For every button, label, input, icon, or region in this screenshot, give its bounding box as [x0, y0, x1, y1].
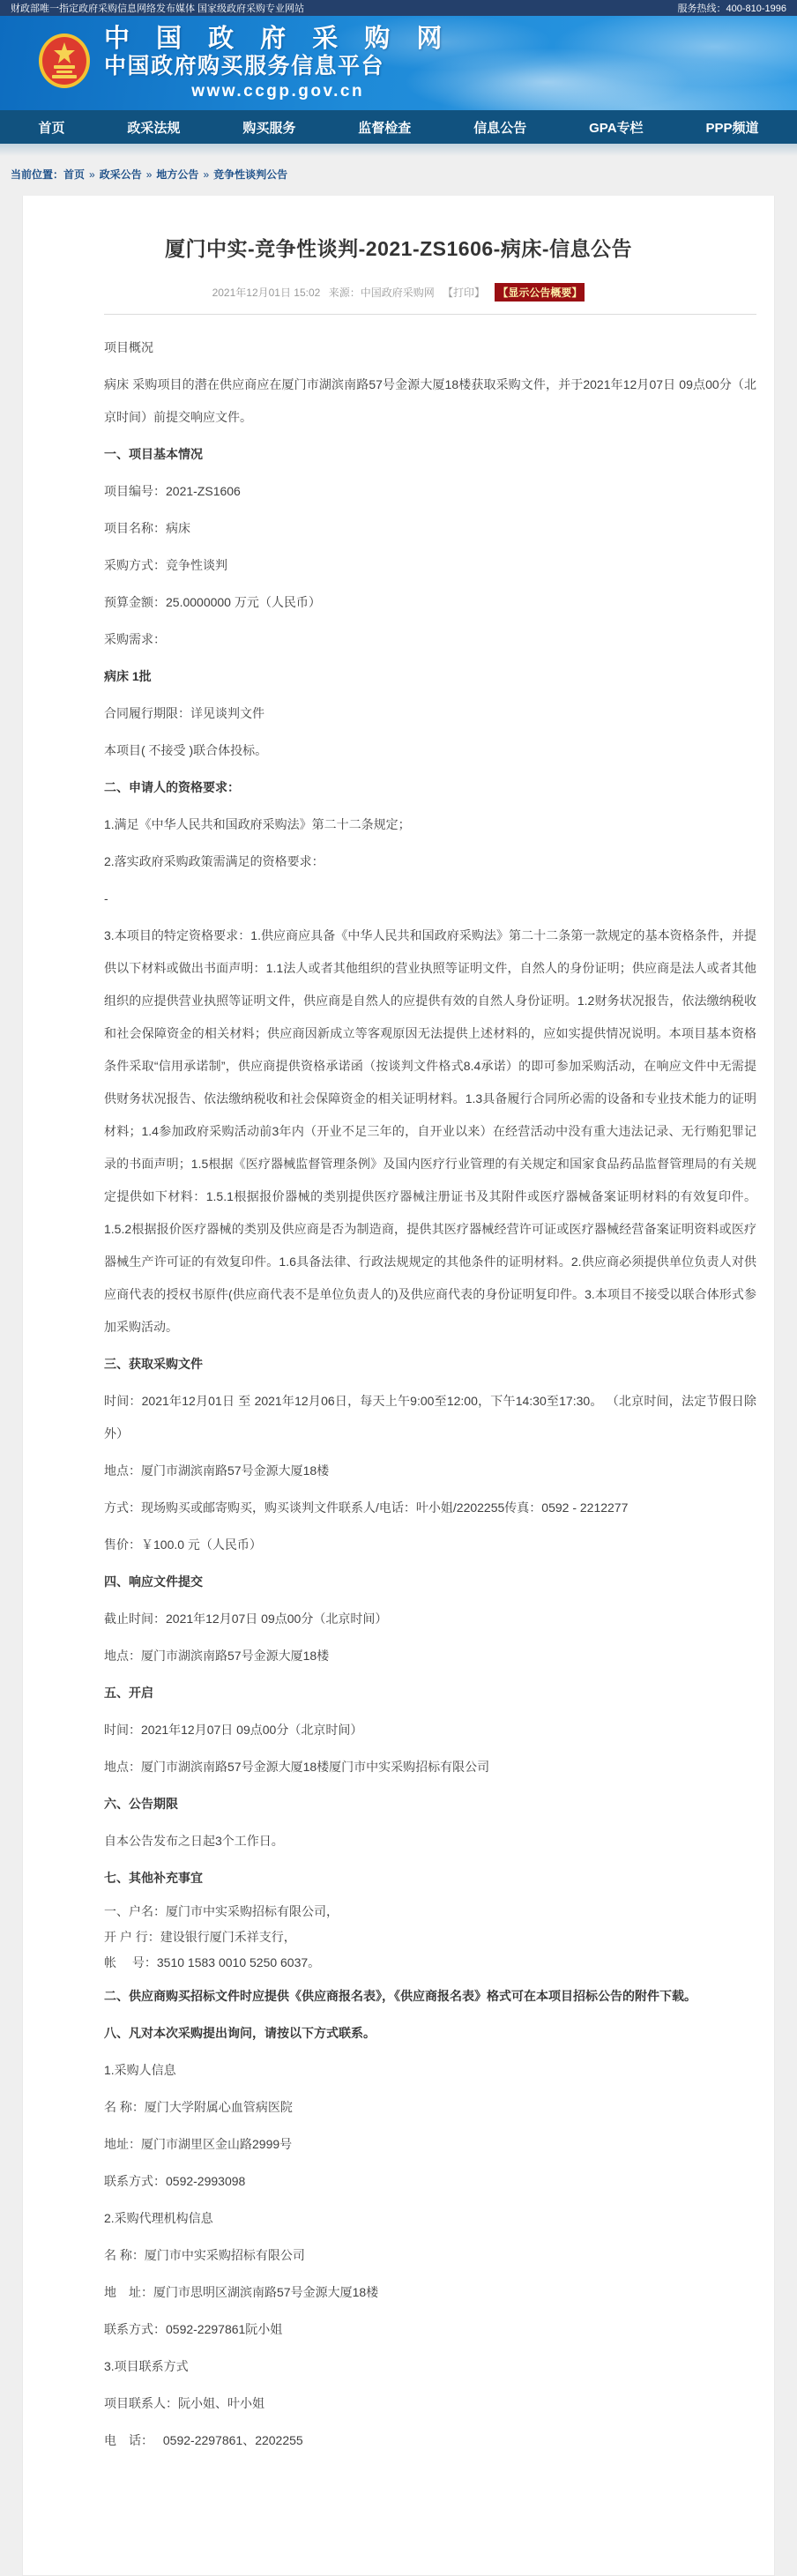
paragraph: 名 称：厦门大学附属心血管病医院 — [104, 2100, 293, 2114]
breadcrumb-link-3[interactable]: 竞争性谈判公告 — [213, 168, 288, 181]
paragraph: 合同履行期限：详见谈判文件 — [104, 706, 264, 720]
show-summary-button[interactable]: 【显示公告概要】 — [495, 283, 585, 302]
paragraph: 截止时间：2021年12月07日 09点00分（北京时间） — [104, 1612, 388, 1626]
topbar — [0, 0, 797, 16]
paragraph: 地 址：厦门市思明区湖滨南路57号金源大厦18楼 — [104, 2285, 379, 2299]
national-emblem-icon — [37, 32, 92, 94]
breadcrumb-link-0[interactable]: 首页 — [63, 168, 86, 181]
paragraph: 七、其他补充事宜 — [104, 1871, 203, 1885]
paragraph: 联系方式：0592-2297861阮小姐 — [104, 2322, 283, 2336]
service-hotline: 服务热线：400-810-1996 — [677, 4, 786, 14]
breadcrumb-link-1[interactable]: 政采公告 — [99, 168, 142, 181]
paragraph: - — [104, 891, 108, 905]
paragraph: 病床 1批 — [104, 669, 152, 683]
article-body — [104, 314, 756, 2457]
paragraph: 地点：厦门市湖滨南路57号金源大厦18楼 — [104, 1463, 330, 1478]
site-banner — [0, 16, 797, 110]
paragraph: 采购方式：竞争性谈判 — [104, 558, 227, 572]
publish-datetime: 2021年12月01日 15:02 — [212, 287, 321, 299]
paragraph: 售价：￥100.0 元（人民币） — [104, 1537, 262, 1552]
paragraph: 一、户名：厦门市中实采购招标有限公司， 开 户 行：建设银行厦门禾祥支行， 帐 号：3510 1583 0010 5250 6037。 — [104, 1904, 339, 1969]
nav-item-3[interactable]: 监督检查 — [358, 120, 412, 136]
breadcrumb-links — [63, 168, 287, 181]
paragraph: 自本公告发布之日起3个工作日。 — [104, 1834, 284, 1848]
paragraph: 预算金额：25.0000000 万元（人民币） — [104, 595, 321, 609]
paragraph: 名 称：厦门市中实采购招标有限公司 — [104, 2248, 305, 2262]
paragraph: 六、公告期限 — [104, 1797, 178, 1811]
paragraph: 四、响应文件提交 — [104, 1575, 203, 1589]
site-url: www.ccgp.gov.cn — [191, 81, 365, 101]
site-subtitle: 中国政府购买服务信息平台 — [104, 54, 385, 79]
paragraph: 地址：厦门市湖里区金山路2999号 — [104, 2137, 293, 2151]
paragraph: 二、供应商购买招标文件时应提供《供应商报名表》，《供应商报名表》格式可在本项目招标公告的附件下载。 — [104, 1989, 696, 2003]
paragraph: 项目名称：病床 — [104, 521, 190, 535]
nav-fade-strip — [0, 144, 797, 156]
paragraph: 本项目( 不接受 )联合体投标。 — [104, 743, 268, 757]
main-nav — [0, 110, 797, 144]
topbar-slogan: 财政部唯一指定政府采购信息网络发布媒体 国家级政府采购专业网站 — [11, 4, 305, 14]
paragraph: 时间：2021年12月01日 至 2021年12月06日，每天上午9:00至12:00，下午14:30至17:30。 （北京时间，法定节假日除外） — [104, 1394, 756, 1441]
breadcrumb-link-2[interactable]: 地方公告 — [156, 168, 199, 181]
site-logo-text — [104, 24, 451, 101]
paragraph: 地点：厦门市湖滨南路57号金源大厦18楼厦门市中实采购招标有限公司 — [104, 1760, 490, 1774]
nav-item-6[interactable]: PPP频道 — [705, 120, 759, 136]
nav-item-0[interactable]: 首页 — [38, 120, 65, 136]
nav-item-4[interactable]: 信息公告 — [473, 120, 527, 136]
content-card — [22, 196, 775, 2576]
nav-item-5[interactable]: GPA专栏 — [589, 120, 644, 136]
breadcrumb-separator: » — [89, 168, 95, 181]
paragraph: 2.采购代理机构信息 — [104, 2211, 213, 2225]
paragraph: 项目联系人：阮小姐、叶小姐 — [104, 2396, 264, 2410]
paragraph: 五、开启 — [104, 1686, 153, 1700]
paragraph: 一、项目基本情况 — [104, 447, 203, 461]
paragraph: 二、申请人的资格要求： — [104, 780, 240, 794]
breadcrumb-separator: » — [145, 168, 153, 181]
article-title: 厦门中实-竞争性谈判-2021-ZS1606-病床-信息公告 — [164, 237, 633, 260]
paragraph: 采购需求： — [104, 632, 166, 646]
divider — [104, 314, 756, 315]
paragraph: 3.本项目的特定资格要求：1.供应商应具备《中华人民共和国政府采购法》第二十二条第一款规定的基本资格条件，并提供以下材料或做出书面声明：1.1法人或者其他组织的营业执照等证明文件，自然人的身份证明；供应商是法人或者其他组织的应提供营业执照等证明文件，供应商是自然人的应提供有效的自然人身份证明。1.2财务状况报告，依法缴纳税收和社会保障资金的相关材料；供应商因新成立等客观原因无法提供上述材料的，应如实提供情况说明。本项目基本资格条件采取“信用承诺制”，供应商提供资格承诺函（按谈判文件格式8.4承诺）的即可参加采购活动，在响应文件中无需提供财务状况报告、依法缴纳税收和社会保障资金的相关证明材料。1.3具备履行合同所必需的设备和专业技术能力的证明材料；1.4参加政府采购活动前3年内（开业不足三年的，自开业以来）在经营活动中没有重大违法记录、无行贿犯罪记录的书面声明；1.5根据《医疗器械监督管理条例》及国内医疗行业管理的有关规定和国家食品药品监督管理局的有关规定提供如下材料：1.5.1根据报价器械的类别提供医疗器械注册证书及其附件或医疗器械备案证明材料的有效复印件。 1.5.2根据报价医疗器械的类别及供应商是否为制造商，提供其医疗器械经营许可证或医疗器械经营备案证明资料或医疗器械生产许可证的有效复印件。1.6具备法律、行政法规规定的其他条件的证明材料。2.供应商必须提供单位负责人对供应商代表的授权书原件(供应商代表不是单位负责人的)及供应商代表的身份证明复印件。3.本项目不接受以联合体形式参加采购活动。 — [104, 928, 756, 1334]
paragraph: 联系方式：0592-2993098 — [104, 2174, 246, 2188]
paragraph: 电 话： 0592-2297861、2202255 — [104, 2433, 303, 2447]
paragraph: 方式：现场购买或邮寄购买，购买谈判文件联系人/电话：叶小姐/2202255传真：0592 - 2212277 — [104, 1500, 629, 1515]
paragraph: 项目编号：2021-ZS1606 — [104, 484, 241, 498]
paragraph: 时间：2021年12月07日 09点00分（北京时间） — [104, 1723, 363, 1737]
site-logo-link[interactable] — [0, 16, 547, 101]
paragraph: 1.满足《中华人民共和国政府采购法》第二十二条规定； — [104, 817, 411, 831]
print-button[interactable]: 【打印】 — [443, 287, 486, 299]
paragraph: 地点：厦门市湖滨南路57号金源大厦18楼 — [104, 1649, 330, 1663]
paragraph: 三、获取采购文件 — [104, 1357, 203, 1371]
breadcrumb-separator: » — [203, 168, 210, 181]
breadcrumb — [0, 156, 797, 196]
paragraph: 2.落实政府采购政策需满足的资格要求： — [104, 854, 324, 868]
article-meta — [41, 283, 756, 302]
paragraph: 病床 采购项目的潜在供应商应在厦门市湖滨南路57号金源大厦18楼获取采购文件，并于2021年12月07日 09点00分（北京时间）前提交响应文件。 — [104, 377, 756, 424]
paragraph: 1.采购人信息 — [104, 2063, 176, 2077]
paragraph: 3.项目联系方式 — [104, 2359, 189, 2373]
nav-item-1[interactable]: 政采法规 — [127, 120, 181, 136]
breadcrumb-prefix: 当前位置： — [11, 168, 64, 181]
paragraph: 八、凡对本次采购提出询问，请按以下方式联系。 — [104, 2026, 376, 2040]
paragraph: 项目概况 — [104, 340, 153, 354]
nav-item-2[interactable]: 购买服务 — [242, 120, 296, 136]
site-name: 中 国 政 府 采 购 网 — [104, 25, 452, 53]
source-label: 来源：中国政府采购网 — [328, 287, 435, 299]
